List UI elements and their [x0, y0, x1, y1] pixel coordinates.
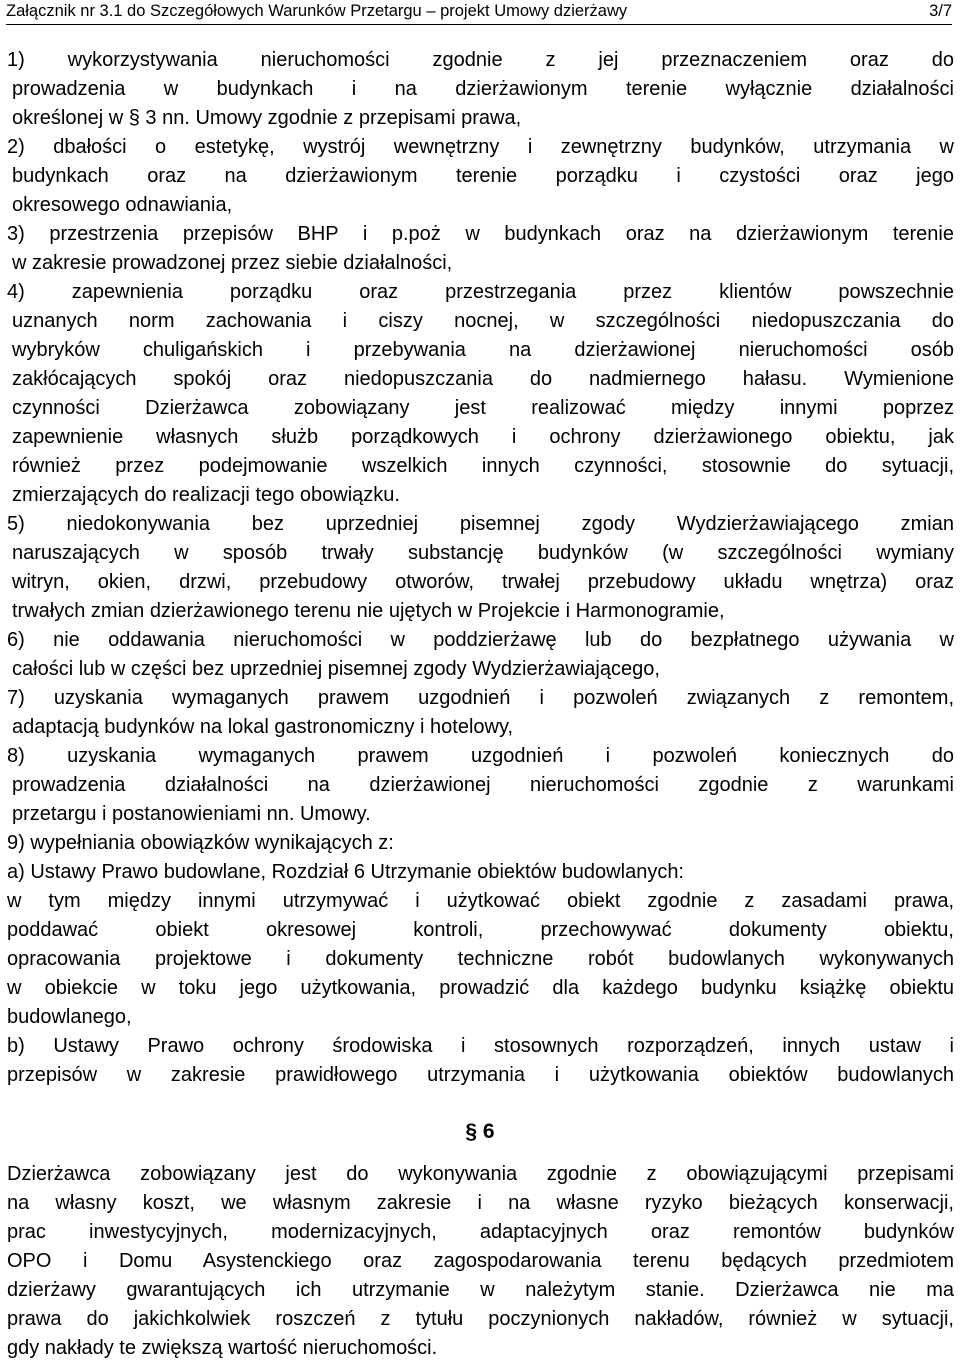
text-line: opracowania projektowe i dokumenty techniczne robót budowlanych wykonywanych — [7, 948, 954, 970]
text-line: 5) niedokonywania bez uprzedniej pisemnej zgody Wydzierżawiającego zmian — [7, 513, 954, 535]
text-line: Dzierżawca zobowiązany jest do wykonywania zgodnie z obowiązującymi przepisami — [7, 1163, 954, 1185]
text-line: zmierzających do realizacji tego obowiązku. — [12, 484, 400, 506]
text-line: w obiekcie w toku jego użytkowania, prowadzić dla każdego budynku książkę obiektu — [7, 977, 954, 999]
text-line: okresowego odnawiania, — [12, 194, 233, 216]
header-title: Załącznik nr 3.1 do Szczegółowych Warunków Przetargu – projekt Umowy dzierżawy — [6, 2, 628, 20]
text-line: prawa do jakichkolwiek roszczeń z tytułu poczynionych nakładów, również w sytuacji, — [7, 1308, 954, 1330]
section-heading: § 6 — [465, 1120, 495, 1143]
text-line: budynkach oraz na dzierżawionym terenie porządku i czystości oraz jego — [12, 165, 954, 187]
text-line: na własny koszt, we własnym zakresie i na własne ryzyko bieżących konserwacji, — [7, 1192, 954, 1214]
text-line: całości lub w części bez uprzedniej pisemnej zgody Wydzierżawiającego, — [12, 658, 660, 680]
text-line: budowlanego, — [7, 1006, 132, 1028]
text-line: prowadzenia działalności na dzierżawionej nieruchomości zgodnie z warunkami — [12, 774, 954, 796]
text-line: czynności Dzierżawca zobowiązany jest realizować między innymi poprzez — [12, 397, 954, 419]
page-header — [6, 0, 952, 25]
text-line: 8) uzyskania wymaganych prawem uzgodnień i pozwoleń koniecznych do — [7, 745, 954, 767]
text-line: przetargu i postanowieniami nn. Umowy. — [12, 803, 371, 825]
text-line: zakłócających spokój oraz niedopuszczania do nadmiernego hałasu. Wymienione — [12, 368, 954, 390]
text-line: przepisów w zakresie prawidłowego utrzymania i użytkowania obiektów budowlanych — [7, 1064, 954, 1086]
text-line: 9) wypełniania obowiązków wynikających z: — [7, 832, 394, 854]
page-number: 3/7 — [929, 2, 952, 20]
text-line: w zakresie prowadzonej przez siebie działalności, — [12, 252, 453, 274]
text-line: dzierżawy gwarantujących ich utrzymanie w należytym stanie. Dzierżawca nie ma — [7, 1279, 954, 1301]
text-line: gdy nakłady te zwiększą wartość nieruchomości. — [7, 1337, 438, 1359]
text-line: witryn, okien, drzwi, przebudowy otworów, trwałej przebudowy układu wnętrza) oraz — [12, 571, 954, 593]
text-line: 1) wykorzystywania nieruchomości zgodnie z jej przeznaczeniem oraz do — [7, 49, 954, 71]
text-line: prowadzenia w budynkach i na dzierżawionym terenie wyłącznie działalności — [12, 78, 954, 100]
text-line: 2) dbałości o estetykę, wystrój wewnętrzny i zewnętrzny budynków, utrzymania w — [7, 136, 954, 158]
text-line: uznanych norm zachowania i ciszy nocnej, w szczególności niedopuszczania do — [12, 310, 954, 332]
text-line: b) Ustawy Prawo ochrony środowiska i stosownych rozporządzeń, innych ustaw i — [7, 1035, 954, 1057]
text-line: zapewnienie własnych służb porządkowych i ochrony dzierżawionego obiektu, jak — [12, 426, 954, 448]
text-line: 6) nie oddawania nieruchomości w poddzierżawę lub do bezpłatnego używania w — [7, 629, 954, 651]
text-line: również przez podejmowanie wszelkich innych czynności, stosownie do sytuacji, — [12, 455, 954, 477]
text-line: 3) przestrzenia przepisów BHP i p.poż w budynkach oraz na dzierżawionym terenie — [7, 223, 954, 245]
text-line: 7) uzyskania wymaganych prawem uzgodnień i pozwoleń związanych z remontem, — [7, 687, 954, 709]
text-line: w tym między innymi utrzymywać i użytkować obiekt zgodnie z zasadami prawa, — [7, 890, 954, 912]
text-line: adaptacją budynków na lokal gastronomiczny i hotelowy, — [12, 716, 514, 738]
text-line: a) Ustawy Prawo budowlane, Rozdział 6 Utrzymanie obiektów budowlanych: — [7, 861, 684, 883]
text-line: określonej w § 3 nn. Umowy zgodnie z przepisami prawa, — [12, 107, 522, 129]
text-line: wybryków chuligańskich i przebywania na dzierżawionej nieruchomości osób — [12, 339, 954, 361]
text-line: prac inwestycyjnych, modernizacyjnych, adaptacyjnych oraz remontów budynków — [7, 1221, 954, 1243]
text-line: OPO i Domu Asystenckiego oraz zagospodarowania terenu będących przedmiotem — [7, 1250, 954, 1272]
text-line: 4) zapewnienia porządku oraz przestrzegania przez klientów powszechnie — [7, 281, 954, 303]
text-line: trwałych zmian dzierżawionego terenu nie ujętych w Projekcie i Harmonogramie, — [12, 600, 725, 622]
text-line: poddawać obiekt okresowej kontroli, przechowywać dokumenty obiektu, — [7, 919, 954, 941]
text-line: naruszających w sposób trwały substancję budynków (w szczególności wymiany — [12, 542, 954, 564]
